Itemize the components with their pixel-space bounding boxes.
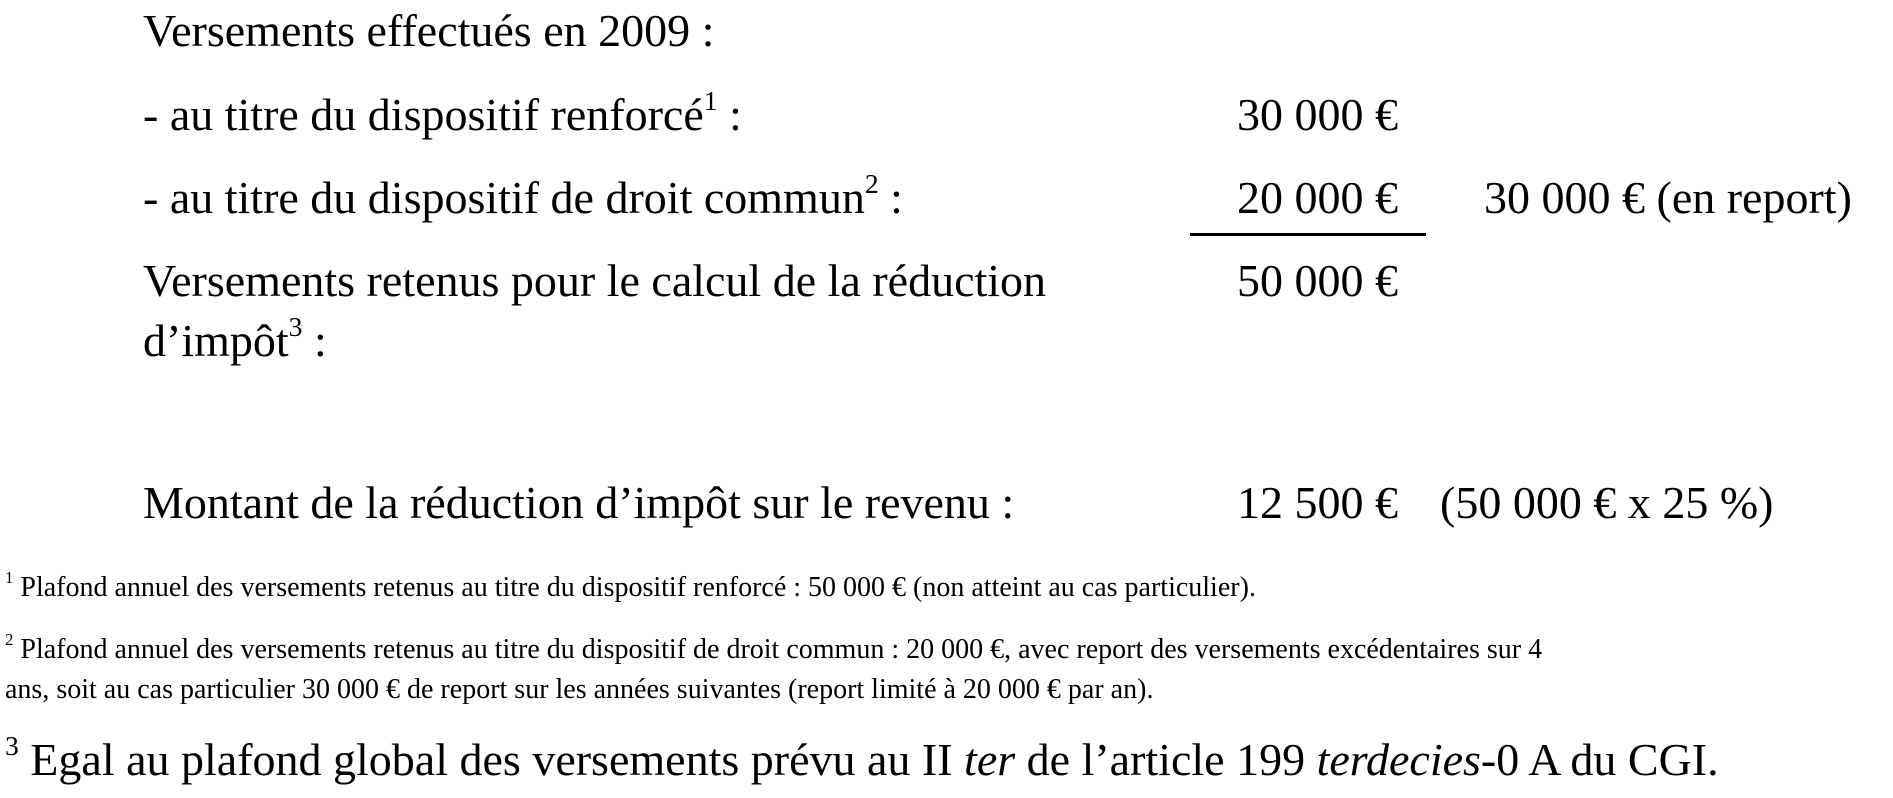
sum-rule [1190, 233, 1426, 236]
retained-label-line1: Versements retenus pour le calcul de la réduction [143, 255, 1047, 306]
row-label-text: - au titre du dispositif de droit commun [143, 172, 865, 223]
row-droit-commun-label [143, 167, 903, 223]
footnote-3-italic-ter: ter [964, 734, 1016, 785]
footnote-ref-1: 1 [703, 84, 718, 116]
reduction-calc: (50 000 € x 25 %) [1440, 477, 1774, 528]
footnote-3-text-c: -0 A du CGI. [1480, 734, 1719, 785]
footnote-1 [5, 568, 1256, 603]
footnote-2-line2: ans, soit au cas particulier 30 000 € de report sur les années suivantes (report limité à 20 000 € par an). [5, 674, 1154, 705]
heading: Versements effectués en 2009 : [143, 5, 715, 56]
footnote-2-number: 2 [5, 630, 14, 650]
retained-amount: 50 000 € [1237, 255, 1398, 306]
row-label-text: - au titre du dispositif renforcé [143, 89, 704, 140]
footnote-ref-3: 3 [288, 310, 303, 342]
row-suffix: : [717, 89, 742, 140]
footnote-3-text-a: Egal au plafond global des versements prévu au II [18, 734, 965, 785]
row-droit-commun-amount: 20 000 € [1237, 172, 1398, 223]
footnote-2-line1 [5, 630, 1543, 665]
reduction-amount: 12 500 € [1237, 477, 1398, 528]
row-droit-commun-report: 30 000 € (en report) [1484, 172, 1852, 223]
row-suffix: : [878, 172, 903, 223]
footnote-1-text: Plafond annuel des versements retenus au titre du dispositif renforcé : 50 000 € (non atteint au cas particulier). [13, 572, 1256, 603]
footnote-3-italic-terdecies: terdecies [1316, 734, 1481, 785]
row-renforce-label [143, 84, 742, 140]
footnote-1-number: 1 [5, 568, 14, 588]
retained-label-line2 [143, 310, 327, 366]
reduction-label: Montant de la réduction d’impôt sur le revenu : [143, 477, 1015, 528]
footnote-ref-2: 2 [864, 167, 879, 199]
row-renforce-amount: 30 000 € [1237, 89, 1398, 140]
footnote-3-text-b: de l’article 199 [1015, 734, 1317, 785]
footnote-3-number: 3 [5, 729, 19, 761]
retained-suffix: : [302, 315, 327, 366]
retained-label-text: d’impôt [143, 315, 289, 366]
footnote-3 [5, 729, 1719, 785]
footnote-2-text: Plafond annuel des versements retenus au titre du dispositif de droit commun : 20 000 €, avec report des versements excédentaires sur 4 [13, 634, 1543, 665]
